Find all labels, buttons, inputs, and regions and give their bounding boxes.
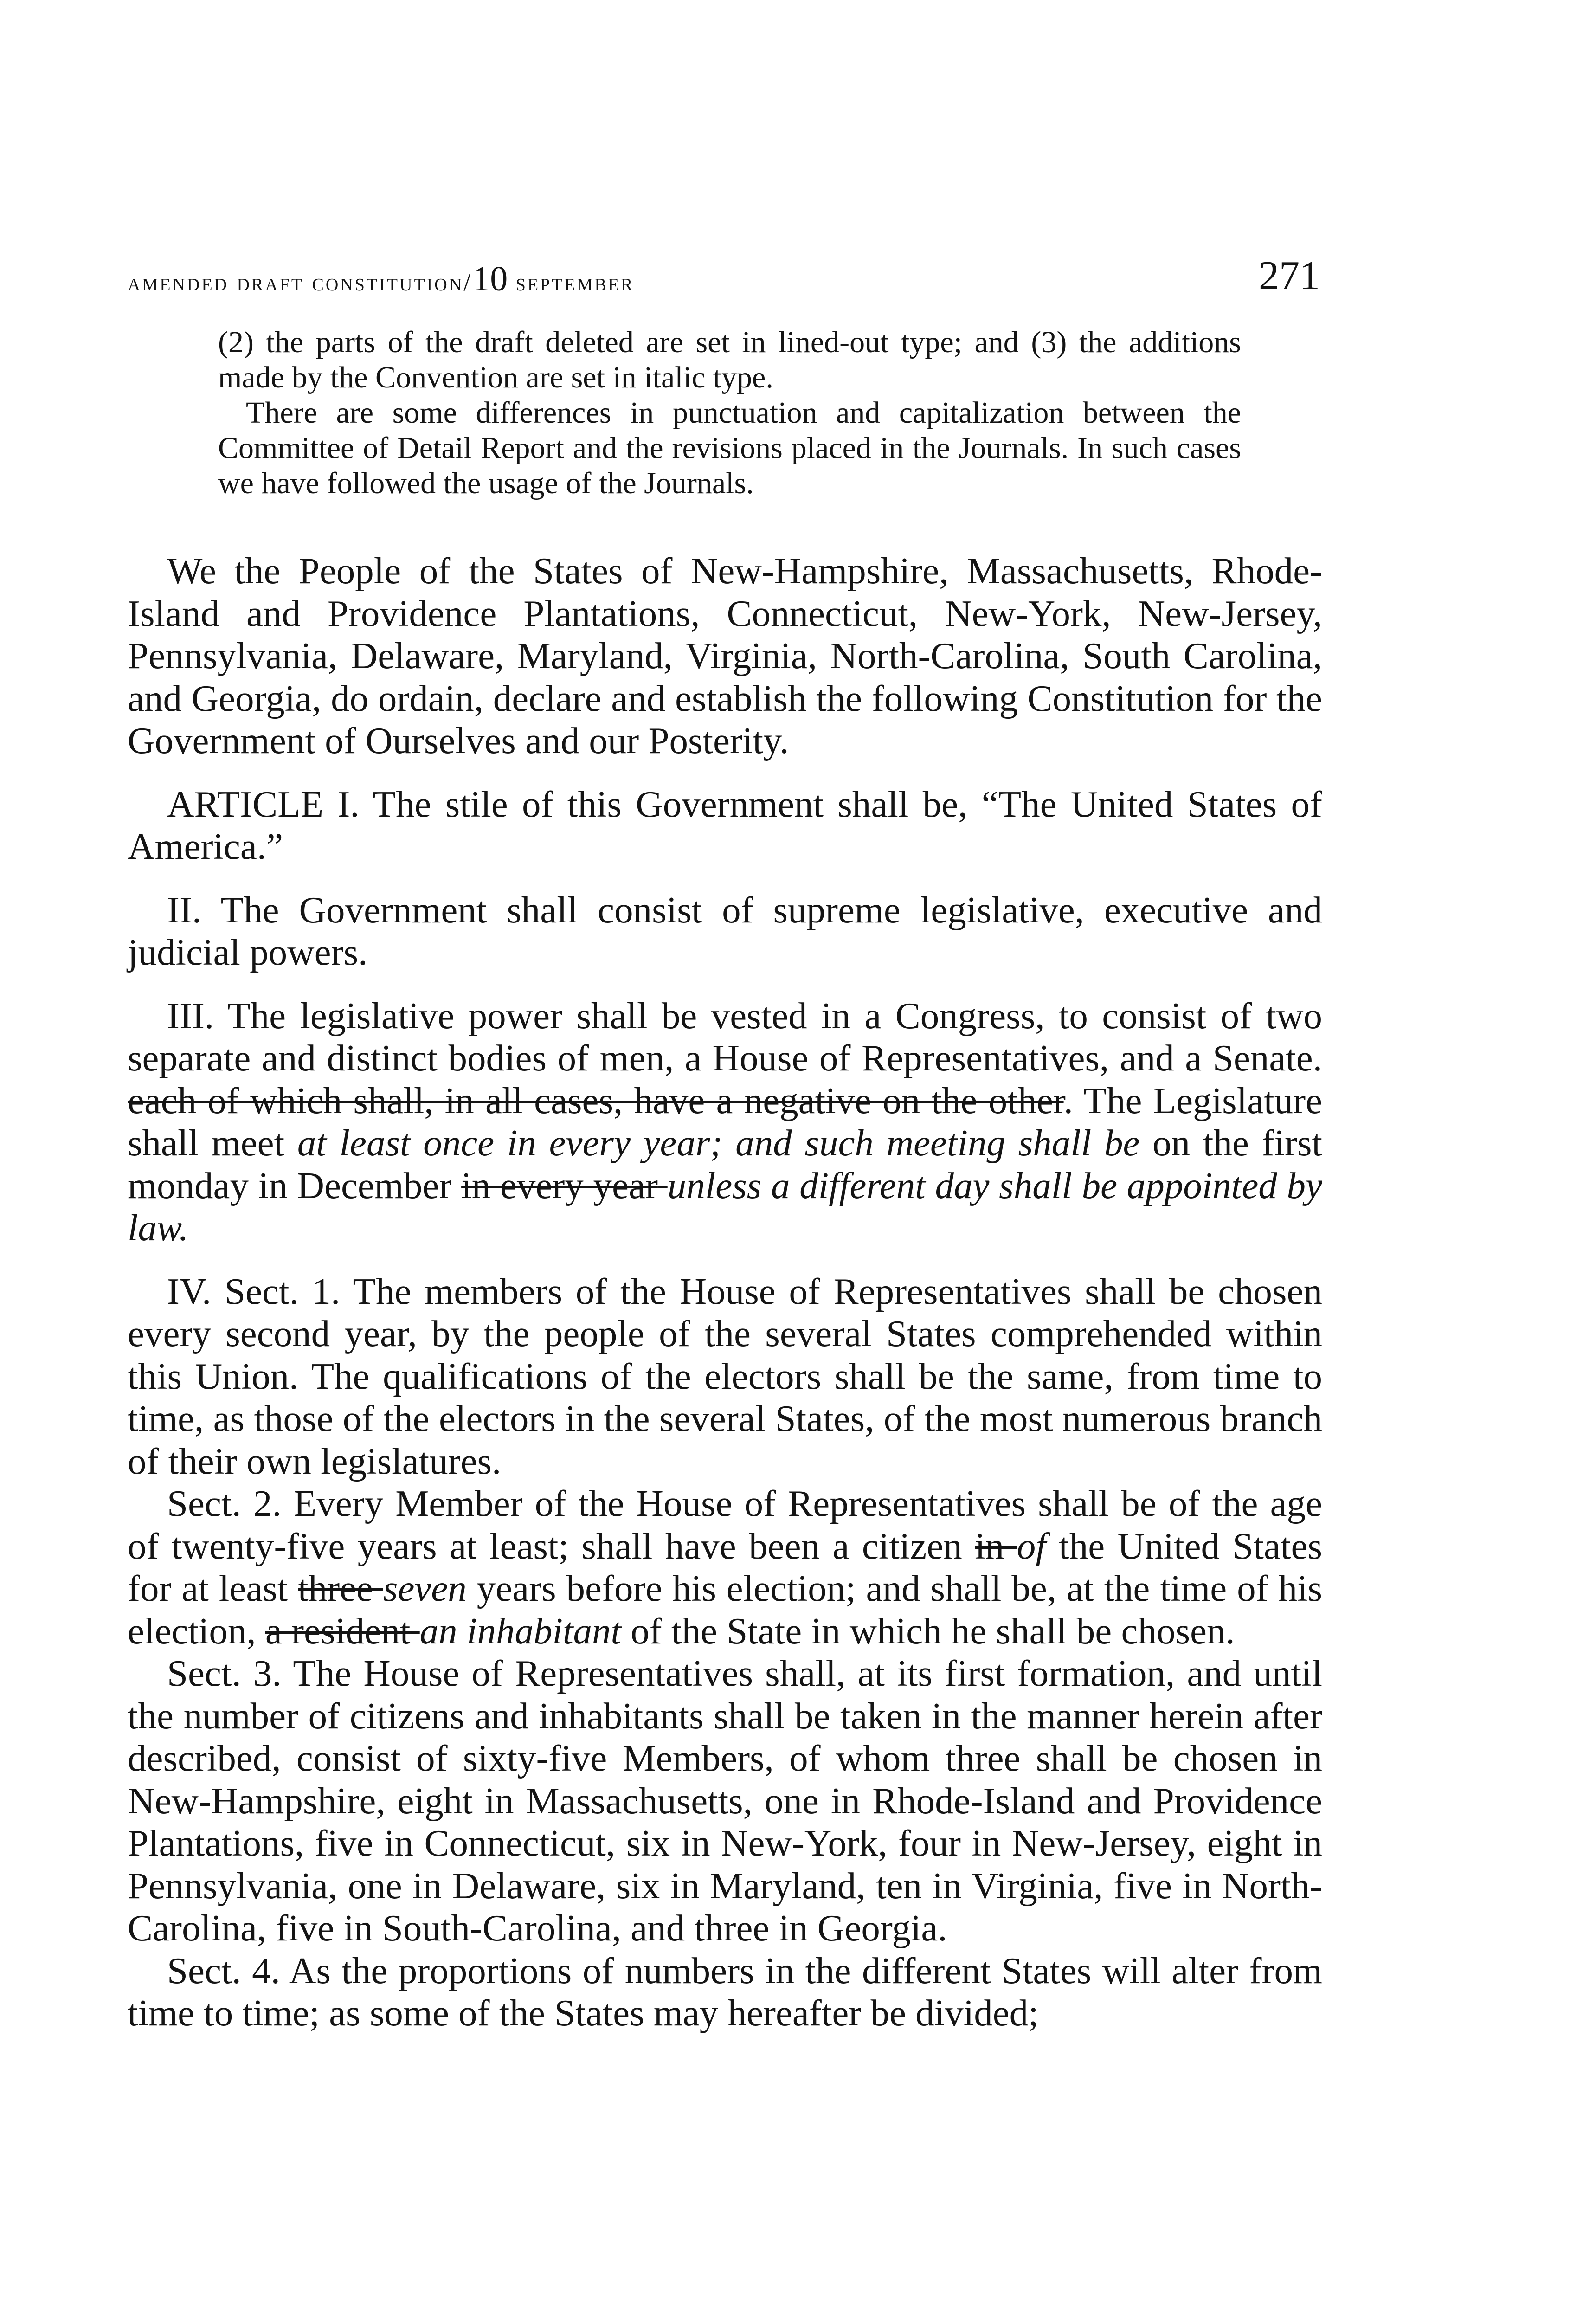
section-2-addition-1: of bbox=[1017, 1525, 1046, 1567]
article-4-section-2 bbox=[128, 1482, 1322, 1652]
running-head bbox=[128, 259, 634, 299]
article-2: II. The Government shall consist of supreme legislative, executive and judicial powers. bbox=[128, 889, 1322, 973]
section-2-addition-2: seven bbox=[383, 1567, 467, 1609]
page-number: 271 bbox=[1259, 253, 1320, 298]
article-3-text-1: III. The legislative power shall be vested in a Congress, to consist of two separate and distinct bodies of men, a House of Representatives, and a Senate. bbox=[128, 994, 1322, 1079]
section-2-deletion-3: a resident bbox=[265, 1610, 411, 1652]
page-header bbox=[128, 253, 1320, 299]
article-1: ARTICLE I. The stile of this Government shall be, “The United States of America.” bbox=[128, 783, 1322, 867]
article-3-addition-2: unless a different day shall be appointed by law. bbox=[128, 1164, 1323, 1249]
section-2-text-3: years before his election; and shall be, at the time of his election, bbox=[128, 1567, 1323, 1652]
section-2-text-4: of the State in which he shall be chosen. bbox=[631, 1610, 1235, 1652]
editorial-note bbox=[218, 325, 1241, 501]
article-3 bbox=[128, 995, 1322, 1250]
section-2-deletion-2: three bbox=[298, 1567, 373, 1609]
article-3-addition-1: at least once in every year; and such meeting shall be bbox=[297, 1122, 1140, 1164]
section-2-text-1: Sect. 2. Every Member of the House of Representatives shall be of the age of twenty-five years at least; shall have been a citizen bbox=[128, 1482, 1322, 1567]
article-3-text-2: . The Legislature shall meet bbox=[128, 1079, 1323, 1164]
running-head-post: september bbox=[508, 268, 635, 296]
section-2-addition-3: an inhabitant bbox=[419, 1610, 622, 1652]
article-4-section-1: IV. Sect. 1. The members of the House of Representatives shall be chosen every second year, by the people of the several States comprehended within this Union. The qualifications of the electors shall be the same, from time to time, as those of the electors in the several States, of the most numerous branch of their own legislatures. bbox=[128, 1270, 1322, 1482]
article-3-deletion-2: in every year bbox=[461, 1164, 658, 1206]
note-paragraph-1: (2) the parts of the draft deleted are set in lined-out type; and (3) the additions made by the Convention are set in italic type. bbox=[218, 325, 1241, 394]
running-head-pre: amended draft constitution/ bbox=[128, 268, 473, 296]
note-paragraph-2: There are some differences in punctuation and capitalization between the Committee of Detail Report and the revisions placed in the Journals. In such cases we have followed the usage of the Journals. bbox=[218, 396, 1241, 500]
article-4-section-3: Sect. 3. The House of Representatives shall, at its first formation, and until the number of citizens and inhabitants shall be taken in the manner herein after described, consist of sixty-five Members, of whom three shall be chosen in New-Hampshire, eight in Massachusetts, one in Rhode-Island and Providence Plantations, five in Connecticut, six in New-York, four in New-Jersey, eight in Pennsylvania, one in Delaware, six in Maryland, ten in Virginia, five in North-Carolina, five in South-Carolina, and three in Georgia. bbox=[128, 1652, 1322, 1949]
article-4-section-4: Sect. 4. As the proportions of numbers in the different States will alter from time to time; as some of the States may hereafter be divided; bbox=[128, 1949, 1322, 2034]
article-3-text-3: on the first monday in December bbox=[128, 1122, 1322, 1206]
section-2-text-2: the United States for at least bbox=[128, 1525, 1322, 1609]
preamble: We the People of the States of New-Hampshire, Massachusetts, Rhode-Island and Providence Plantations, Connecticut, New-York, New-Jersey, Pennsylvania, Delaware, Maryland, Virginia, North-Carolina, South Carolina, and Georgia, do ordain, declare and establish the following Constitution for the Government of Ourselves and our Posterity. bbox=[128, 550, 1322, 761]
article-3-deletion-1: each of which shall, in all cases, have a negative on the other bbox=[128, 1079, 1064, 1121]
constitution-text bbox=[128, 550, 1322, 2035]
section-2-deletion-1: in bbox=[975, 1525, 1004, 1567]
running-head-num: 10 bbox=[472, 259, 508, 298]
